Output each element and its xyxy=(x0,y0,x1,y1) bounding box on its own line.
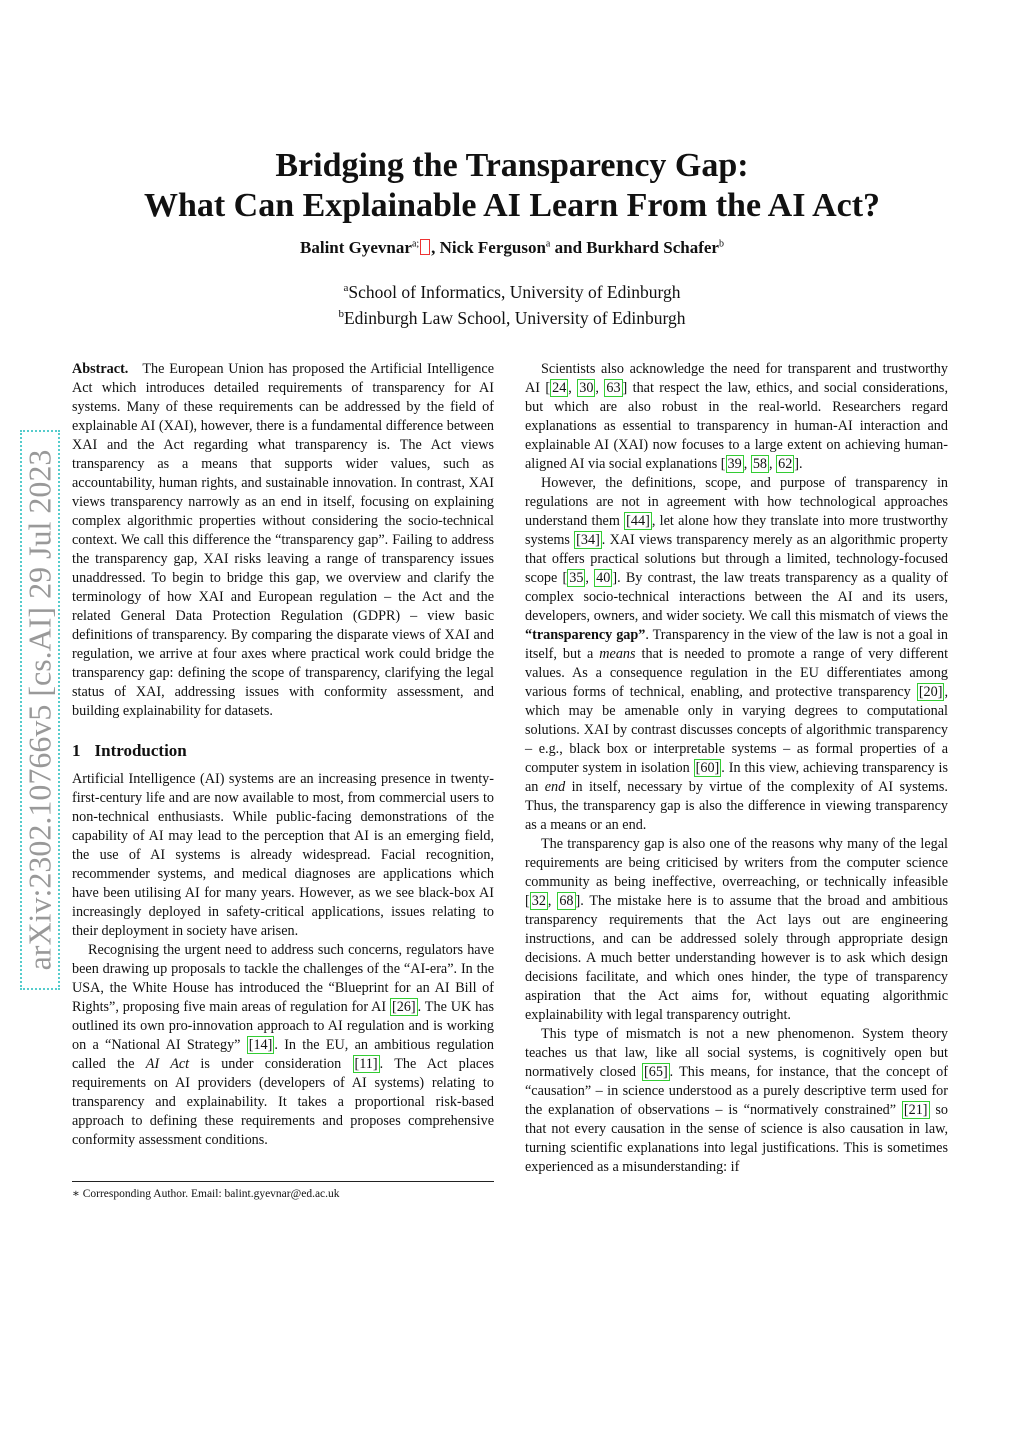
right-paragraph-3: The transparency gap is also one of the reasons why many of the legal requirements are being criticised by writers from the computer science community as being ineffective, overreaching, or technically infeasible [ 32 , 68 ]. The mistake here is to assume that the broad and ambitious transparency requirements that the Act lays out are engineering instructions, and can be addressed solely through appropriate design decisions. A much better understanding however is to ask which design decisions facilitate, and which ones hinder, the type of transparency aspiration that the Act aims for, without equating algorithmic explainability with legal transparency outright. xyxy=(525,836,948,1023)
citation-link[interactable]: [21] xyxy=(903,1102,928,1118)
citation-link[interactable]: [26] xyxy=(392,999,416,1015)
right-paragraph-1: Scientists also acknowledge the need for transparent and trustworthy AI [ 24 , 30 , 63 ] that respect the law, ethics, and social considerations, but which are also robust in the real-world. Researchers regard explanations as essential to transparency in human-AI interaction and explainable AI (XAI) now focuses to a large extent on achieving human-aligned AI via social explanations [ 39 , 58 , 62 ]. xyxy=(525,361,948,472)
right-paragraph-4: This type of mismatch is not a new phenomenon. System theory teaches us that law, like all social systems, is cognitively open but normatively closed [65] . This means, for instance, that the concept of “causation” – in science understood as a purely descriptive term used for the explanation of observations – is “normatively constrained” [21] so that not every causation in the sense of science is also causation in law, turning scientific explanations into legal justifications. This is sometimes experienced as a misunderstanding: if xyxy=(525,1026,948,1175)
author-2: , Nick Ferguson xyxy=(431,238,546,257)
footnote-rule xyxy=(72,1181,494,1182)
affiliation-a: $^a$School of Informatics, University of Edinburgh xyxy=(343,281,681,302)
left-column xyxy=(72,360,494,1150)
abstract-text: The European Union has proposed the Artificial Intelligence Act which introduces detailed requirements of transparency for AI systems. Many of these requirements can be addressed by the field of explainable AI (XAI), however, there is a fundamental difference between XAI and the Act regarding what transparency is. The Act views transparency as a means that supports wider values, such as accountability, human rights, and sustainable innovation. In contrast, XAI views transparency narrowly as an end in itself, focusing on explaining complex algorithmic properties without considering the socio-technical context. We call this difference the “transparency gap”. Failing to address the transparency gap, XAI risks leaving a range of transparency issues unaddressed. To begin to bridge this gap, we overview and clarify the terminology of how XAI and European regulation – the Act and the related General Data Protection Regulation (GDPR) – view basic definitions of transparency. By comparing the disparate views of XAI and regulation, we arrive at four axes where practical work could bridge the transparency gap: defining the scope of transparency, clarifying the legal status of XAI, addressing issues with conformity assessment, and building explainability for datasets. xyxy=(72,361,494,719)
paper-title xyxy=(0,146,1024,226)
title-line-2: What Can Explainable AI Learn From the AI Act? xyxy=(143,187,881,224)
footnote: ∗ Corresponding Author. Email: balint.gyevnar@ed.ac.uk xyxy=(72,1188,340,1200)
citation-link[interactable]: [60] xyxy=(695,760,720,776)
author-3: and Burkhard Schafer xyxy=(550,238,719,257)
arxiv-id-text[interactable]: arXiv:2302.10766v5 [cs.AI] 29 Jul 2023 xyxy=(21,449,58,971)
author-list xyxy=(0,238,1024,258)
citation-link[interactable]: [11] xyxy=(354,1056,378,1072)
affiliations xyxy=(0,277,1024,329)
citation-link[interactable]: [65] xyxy=(644,1064,668,1080)
citation-link[interactable]: 30 xyxy=(579,380,594,396)
right-column xyxy=(525,360,948,1177)
section-heading: 1 Introduction xyxy=(72,741,187,760)
abstract-label: Abstract. xyxy=(72,361,129,377)
citation-link[interactable]: 58 xyxy=(752,456,768,472)
corresponding-author-link[interactable] xyxy=(420,239,430,255)
right-paragraph-2: However, the definitions, scope, and purpose of transparency in regulations are not in agreement with how technological approaches understand them [44] , let alone how they translate into more trustworthy systems [34] . XAI views transparency merely as an algorithmic property that offers practical solutions but through a limited, technology-focused scope [ 35 , 40 ]. By contrast, the law treats transparency as a quality of complex socio-technical interactions between the AI and its users, developers, owners, and wider society. We call this mismatch of views the “transparency gap”. Transparency in the view of the law is not a goal in itself, but a means that is needed to promote a range of very different values. As a consequence regulation in the EU differentiates among various forms of technical, enabling, and protective transparency [20] , which may be amenable only in varying degrees to computational solutions. XAI by contrast discusses concepts of algorithmic transparency – e.g., black box or interpretable systems – as formal properties of a computer system in isolation [60] . In this view, achieving transparency is an end in itself, necessary by virtue of the complexity of AI systems. Thus, the transparency gap is also the difference in viewing transparency as a means or an end. xyxy=(525,475,949,833)
citation-link[interactable]: 40 xyxy=(596,570,611,586)
citation-link[interactable]: 63 xyxy=(606,380,621,396)
citation-link[interactable]: 24 xyxy=(552,380,567,396)
citation-link[interactable]: 62 xyxy=(778,456,793,472)
citation-link[interactable]: 39 xyxy=(727,456,742,472)
citation-link[interactable]: [34] xyxy=(576,532,600,548)
abstract xyxy=(72,360,494,721)
intro-paragraph-1: Artificial Intelligence (AI) systems are an increasing presence in twenty-first-century life and are now available to most, from commercial users to non-technical enthusiasts. While public-facing demonstrations of the capability of AI may lead to the perception that AI is an emerging field, the use of AI systems is already widespread. Facial recognition, recommender systems, and medical diagnoses are applications which have been utilising AI for many years. However, as we see black-box AI increasingly deployed in safety-critical applications, issues relating to their deployment in society have arisen. xyxy=(72,771,494,939)
citation-link[interactable]: 68 xyxy=(559,893,574,909)
arxiv-side-stamp xyxy=(20,430,60,990)
citation-link[interactable]: [20] xyxy=(918,684,943,700)
title-line-1: Bridging the Transparency Gap: xyxy=(275,147,749,184)
citation-link[interactable]: 32 xyxy=(531,893,546,909)
author-2-affil: a xyxy=(545,238,551,250)
citation-link[interactable]: [44] xyxy=(626,513,650,529)
affiliation-b: $^b$Edinburgh Law School, University of Edinburgh xyxy=(338,307,686,328)
author-1: Balint Gyevnar xyxy=(300,238,412,257)
citation-link[interactable]: [14] xyxy=(248,1037,273,1053)
author-1-affil: a; xyxy=(411,238,420,250)
author-3-affil: b xyxy=(718,238,724,250)
citation-link[interactable]: 35 xyxy=(569,570,584,586)
intro-paragraph-2: Recognising the urgent need to address such concerns, regulators have been drawing up proposals to tackle the challenges of the “AI-era”. In the USA, the White House has introduced the “Blueprint for an AI Bill of Rights”, proposing five main areas of regulation for AI [26] . The UK has outlined its own pro-innovation approach to AI regulation and is working on a “National AI Strategy” [14] . In the EU, an ambitious regulation called the AI Act is under consideration [11] . The Act places requirements on AI providers (developers of AI systems) relating to transparency and explainability. It takes a proportional risk-based approach to defining these requirements and proposes comprehensive conformity assessment conditions. xyxy=(72,942,495,1148)
